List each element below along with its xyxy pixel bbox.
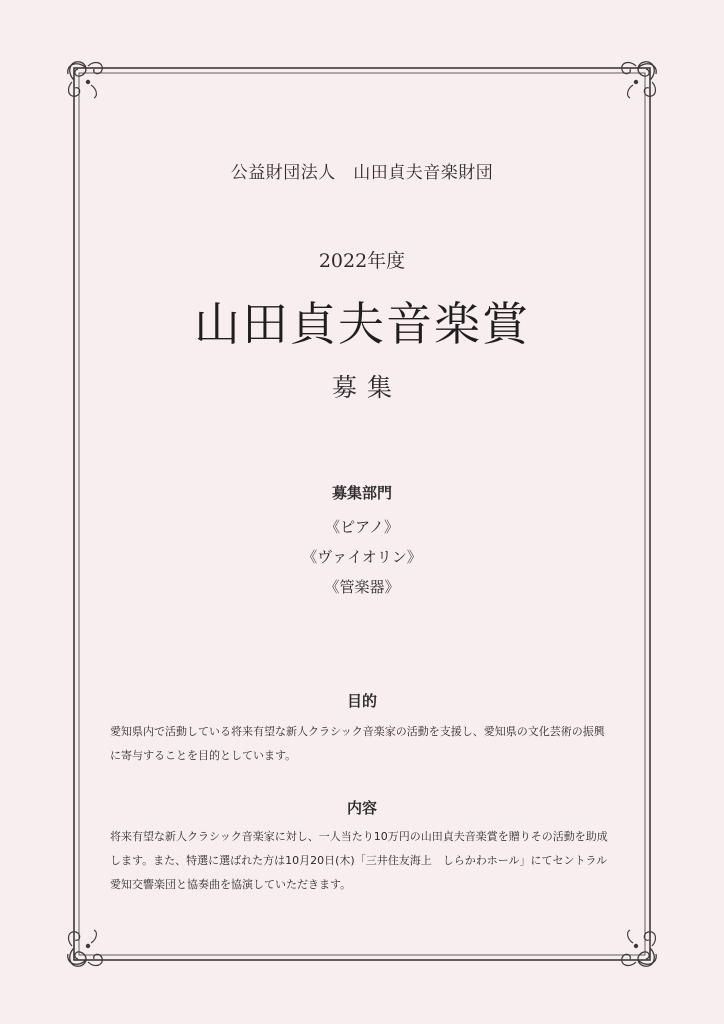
purpose-text: 愛知県内で活動している将来有望な新人クラシック音楽家の活動を支援し、愛知県の文化芸術の振興に寄与することを目的としています。	[110, 725, 605, 762]
category-piano: 《ピアノ》	[325, 518, 399, 536]
recruitment-subtitle: 募集	[331, 373, 402, 402]
details-heading: 内容	[346, 799, 377, 817]
purpose-heading: 目的	[346, 692, 377, 710]
category-list	[110, 512, 614, 602]
award-title: 山田貞夫音楽賞	[194, 297, 530, 351]
fiscal-year: 2022年度	[318, 250, 406, 272]
category-violin: 《ヴァイオリン》	[302, 548, 422, 566]
category-wind-instruments: 《管楽器》	[324, 578, 400, 596]
details-text: 将来有望な新人クラシック音楽家に対し、一人当たり10万円の山田貞夫音楽賞を贈りその活動を助成します。また、特選に選ばれた方は10月20日(木)「三井住友海上 しらかわホール」にてセントラル愛知交響楽団と協奏曲を協演していただきます。	[110, 830, 608, 891]
categories-heading: 募集部門	[331, 484, 392, 502]
organization-name: 公益財団法人 山田貞夫音楽財団	[230, 163, 494, 183]
